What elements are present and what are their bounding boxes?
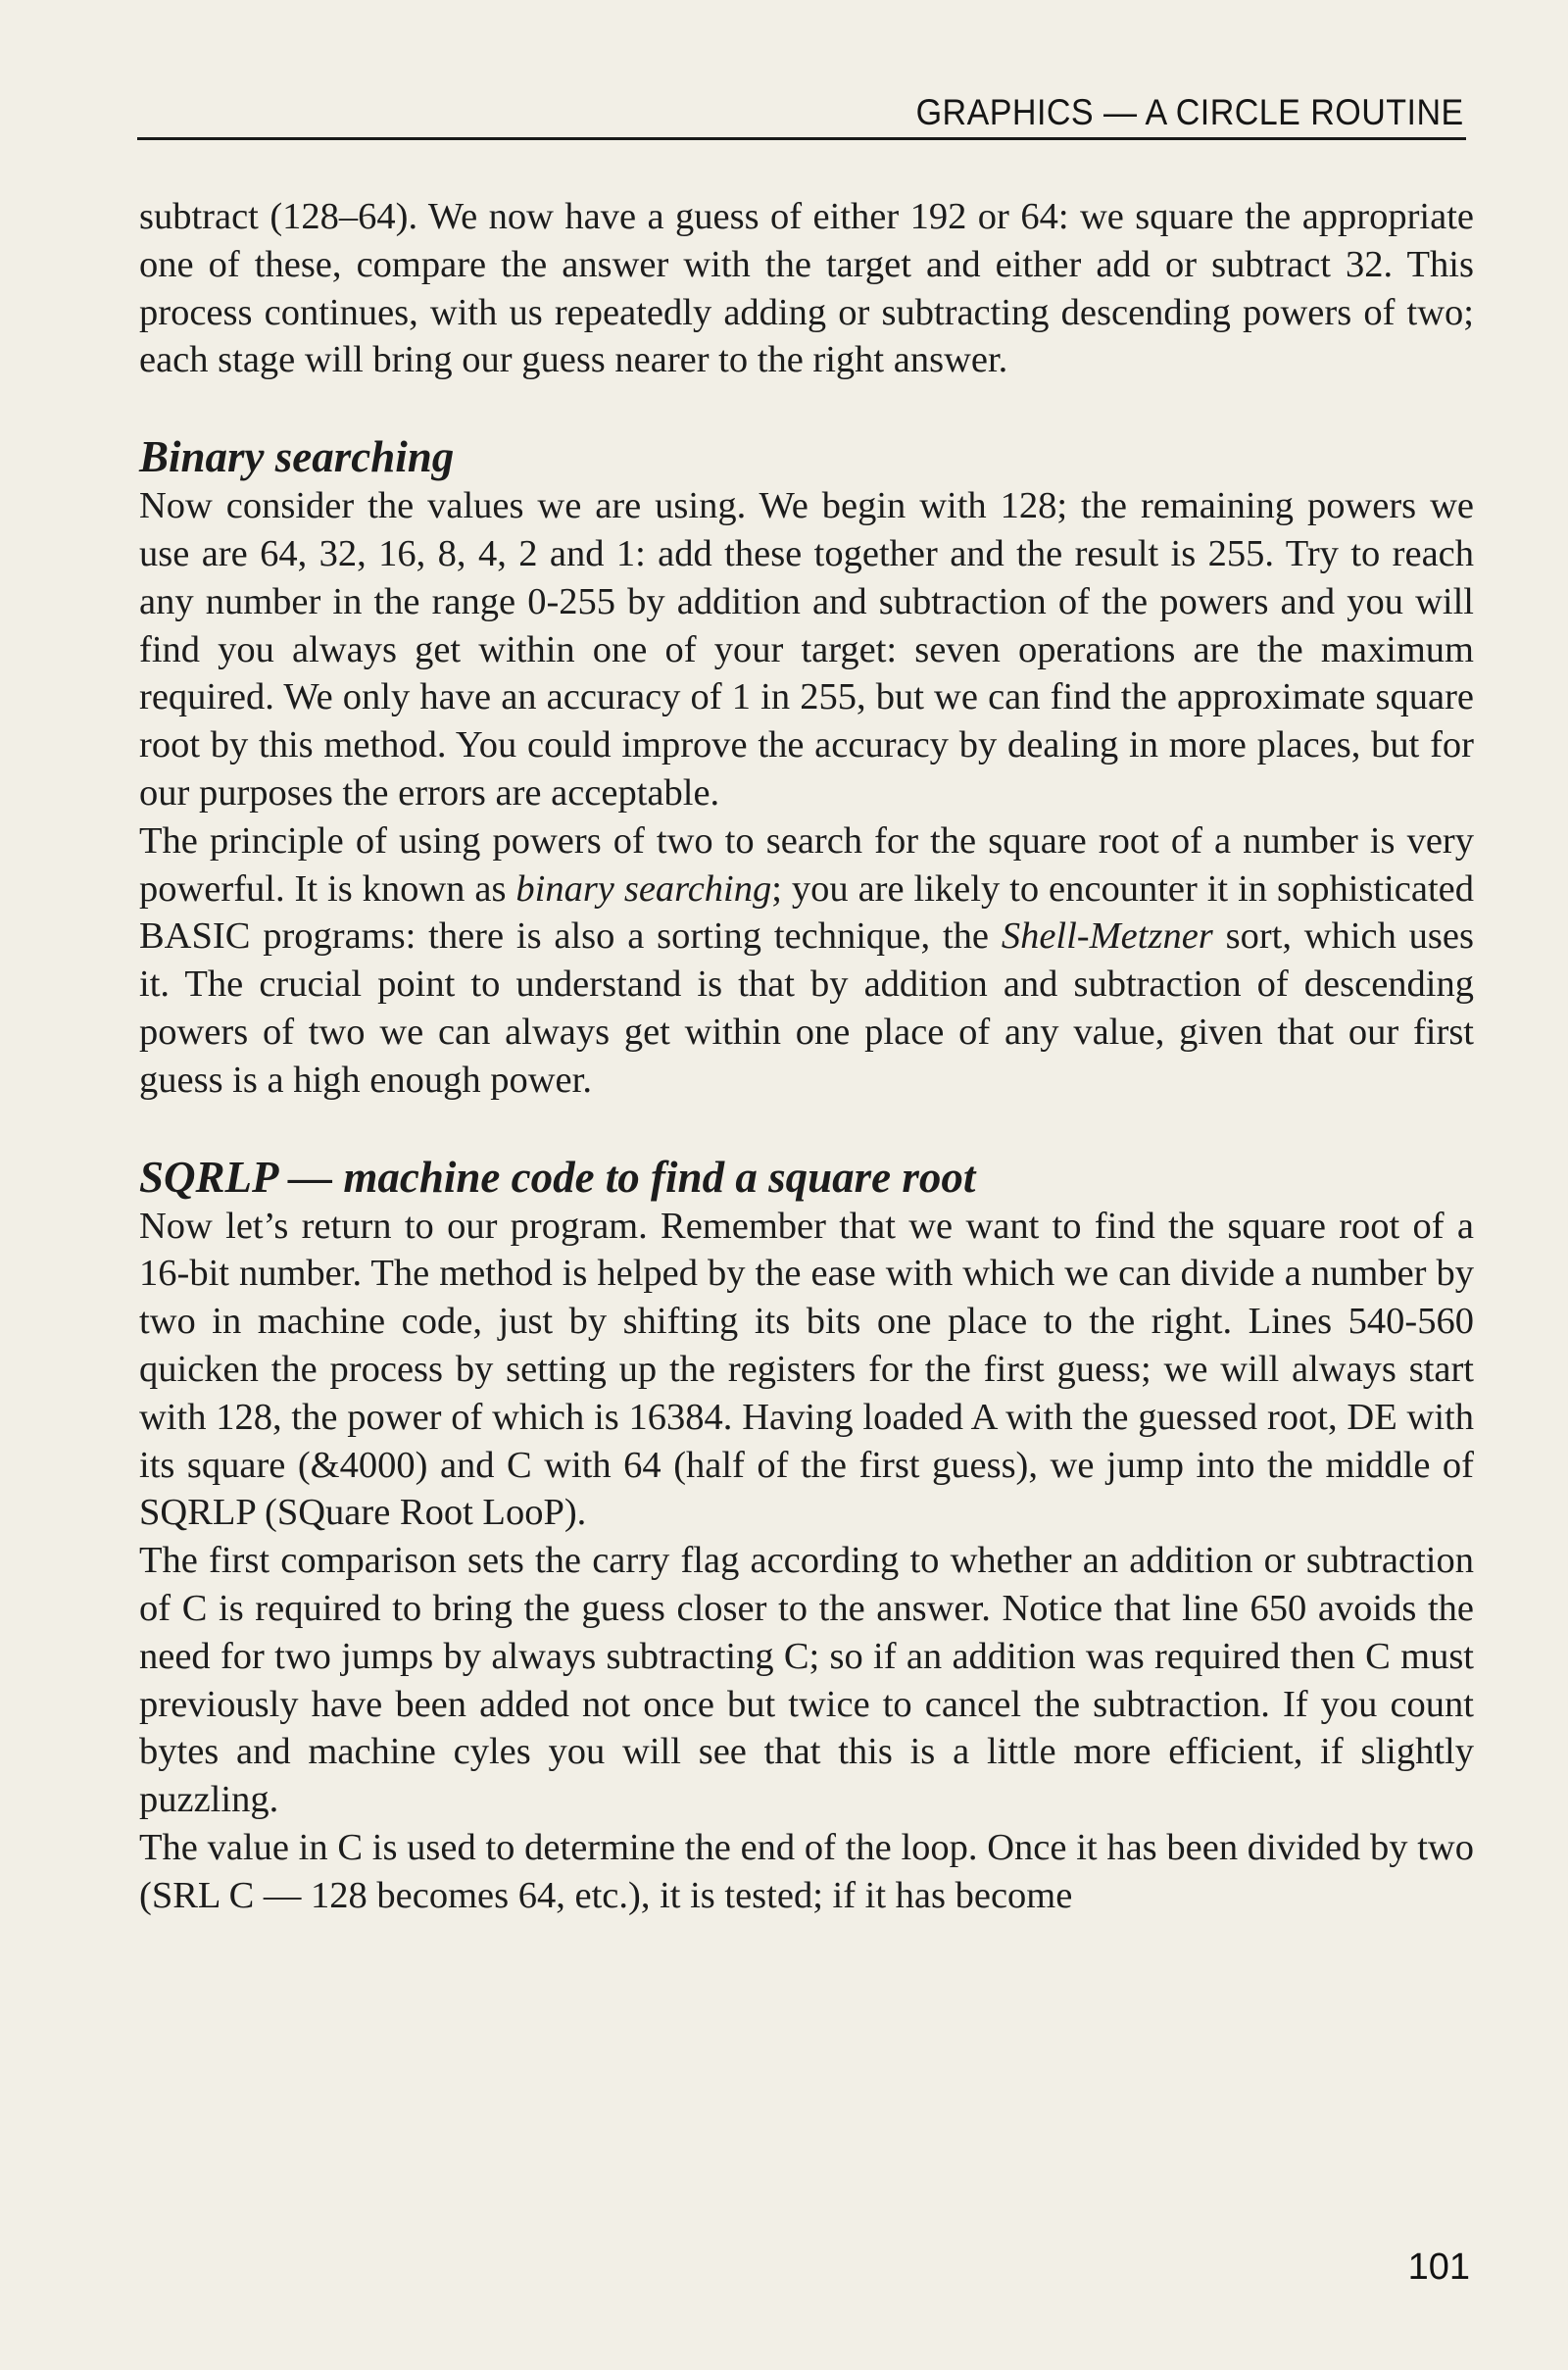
paragraph-intro: subtract (128–64). We now have a guess of either 192 or 64: we square the appropriate one of these, compare the answer with the target and either add or subtract 32. This process continues, with us repeatedly adding or subtracting descending powers of two; each stage will bring our guess nearer to the right answer.: [139, 196, 1474, 381]
paragraph-binary-principle: [139, 817, 1474, 1105]
paragraph-sqrlp-intro: Now let’s return to our program. Remember that we want to find the square root of a 16-bit number. The method is helped by the ease with which we can divide a number by two in machine code, just by shifting its bits one place to the right. Lines 540-560 quicken the process by setting up the registers for the first guess; we will always start with 128, the power of which is 16384. Having loaded A with the guessed root, DE with its square (&4000) and C with 64 (half of the first guess), we jump into the middle of SQRLP (SQuare Root LooP).: [139, 1205, 1474, 1534]
emphasis-binary-searching: binary searching: [515, 867, 772, 910]
section-heading-binary-searching: Binary searching: [139, 432, 455, 482]
paragraph-loop-end: The value in C is used to determine the end of the loop. Once it has been divided by two (SRL C — 128 becomes 64, etc.), it is tested; if it has become: [139, 1826, 1474, 1916]
running-head-title: GRAPHICS — A CIRCLE ROUTINE: [915, 92, 1464, 132]
section-gap: [139, 1105, 1474, 1152]
running-head: [137, 80, 1466, 140]
paragraph-binary-values: Now consider the values we are using. We begin with 128; the remaining powers we use are 64, 32, 16, 8, 4, 2 and 1: add these together and the result is 255. Try to reach any number in the range 0-255 by addition and subtraction of the powers and you will find you always get within one of your target: seven operations are the maximum required. We only have an accuracy of 1 in 255, but we can find the approximate square root by this method. You could improve the accuracy by dealing in more places, but for our purposes the errors are acceptable.: [139, 485, 1474, 814]
text-run: ; you are likely to encounter it in sophisticated BASIC programs: there is also a sorting technique, the: [139, 867, 1474, 958]
section-gap: [139, 384, 1474, 431]
text-run: sort, which uses it. The crucial point to understand is that by addition and subtraction of descending powers of two we can always get within one place of any value, given that our first guess is a high enough power.: [139, 915, 1474, 1101]
paragraph-carry-flag: The first comparison sets the carry flag according to whether an addition or subtraction of C is required to bring the guess closer to the answer. Notice that line 650 avoids the need for two jumps by always subtracting C; so if an addition was required then C must previously have been added not once but twice to cancel the subtraction. If you count bytes and machine cyles you will see that this is a little more efficient, if slightly puzzling.: [139, 1540, 1474, 1821]
page-number: 101: [1407, 2247, 1470, 2288]
section-heading-sqrlp: SQRLP — machine code to find a square root: [139, 1152, 976, 1202]
text-run: The principle of using powers of two to search for the square root of a number is very powerful. It is known as: [139, 819, 1474, 910]
body-text: [139, 193, 1474, 1920]
emphasis-shell-metzner: Shell-Metzner: [1001, 915, 1213, 958]
